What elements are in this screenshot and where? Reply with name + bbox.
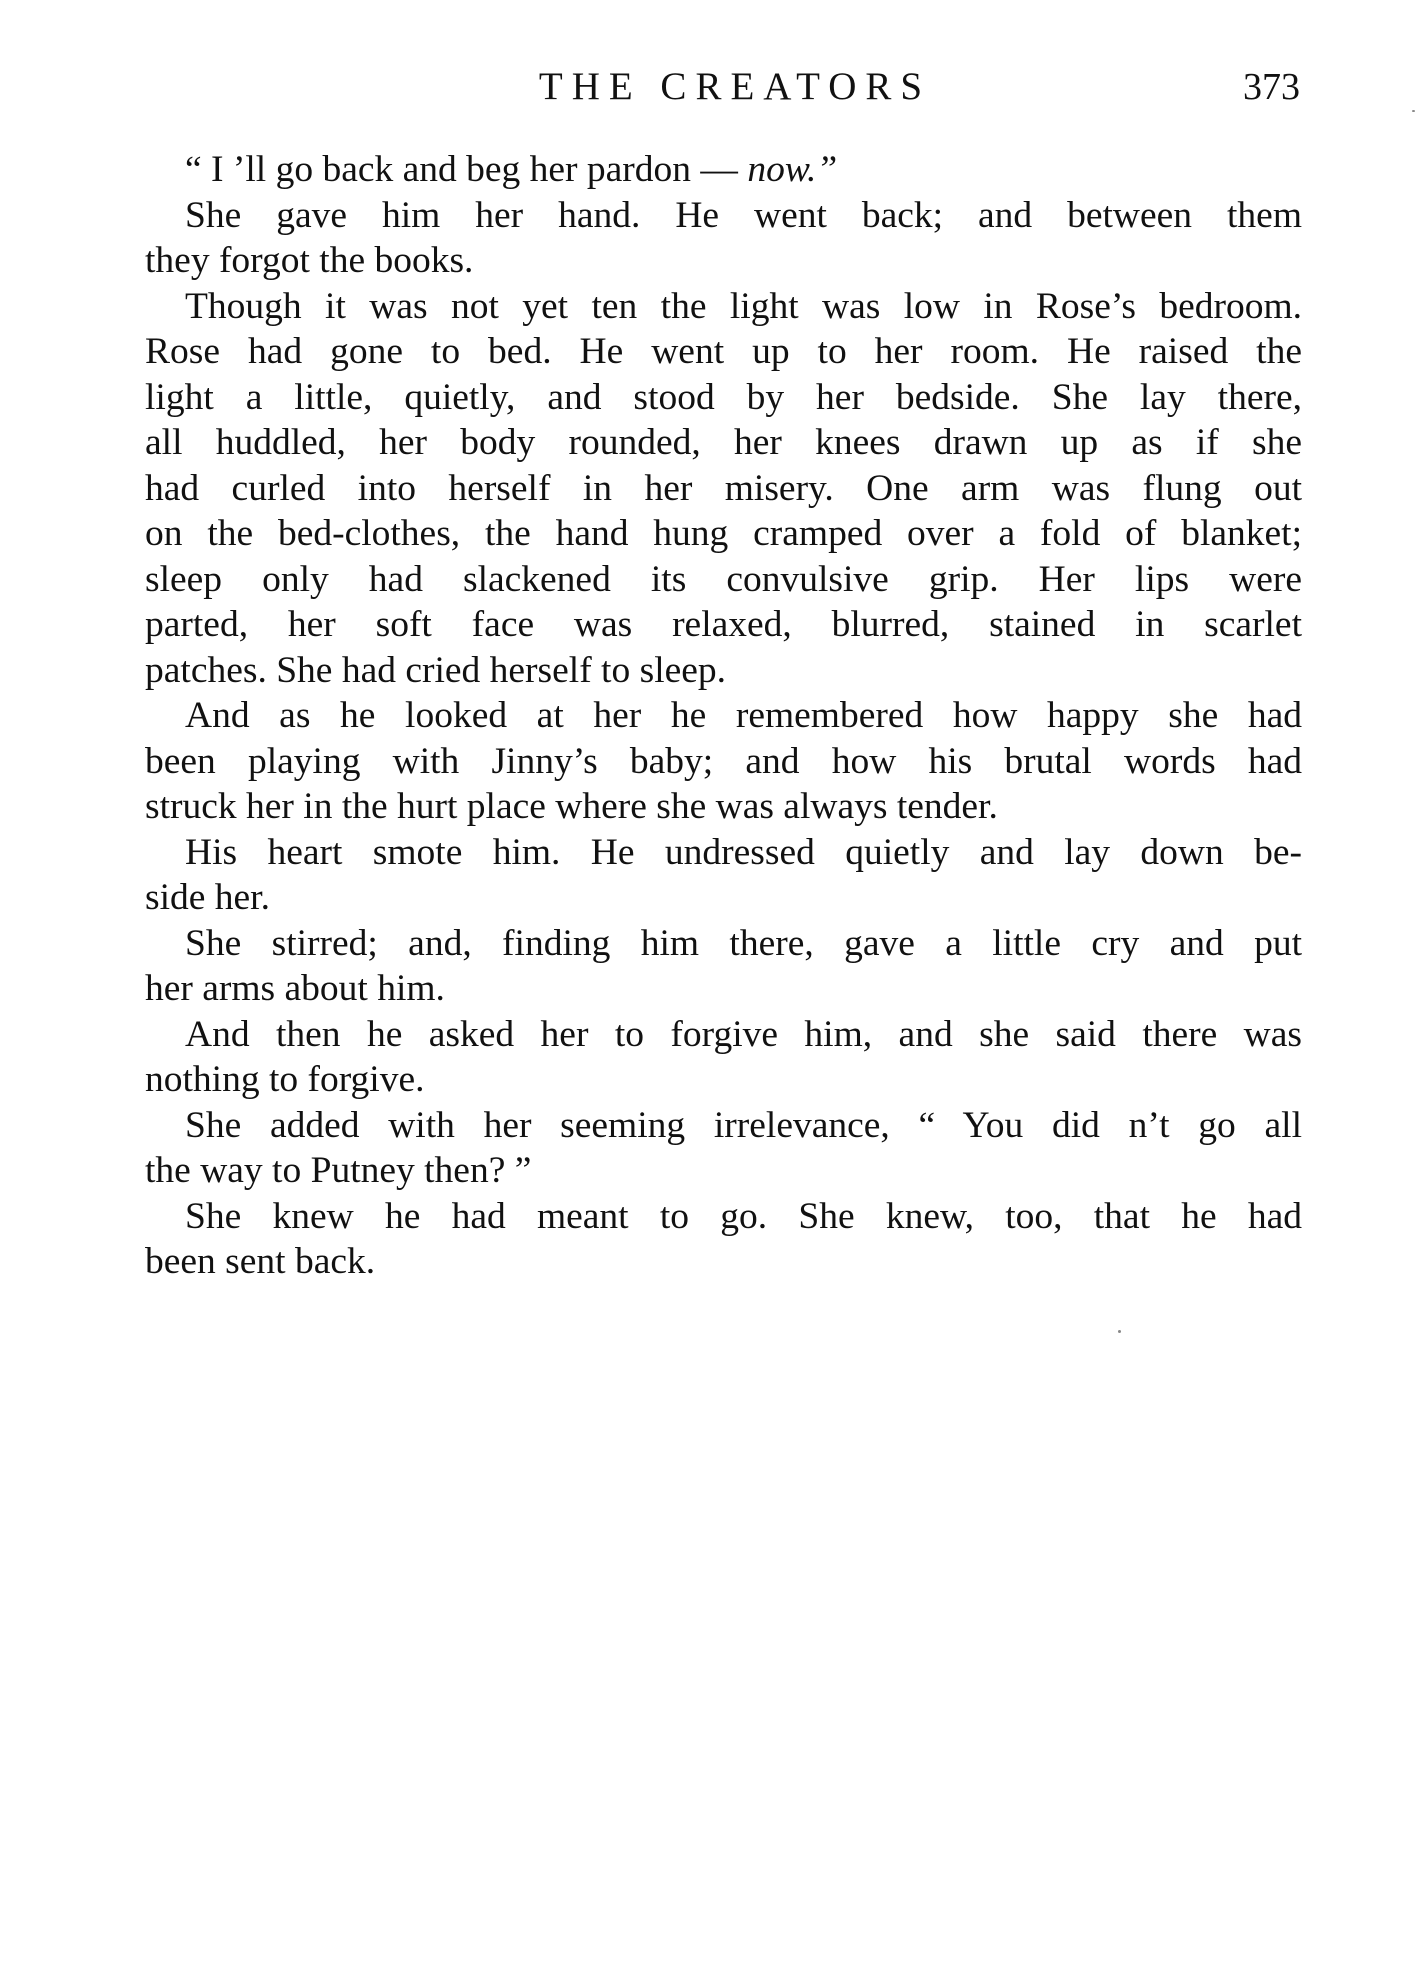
text-line: His heart smote him. He undressed quietly and lay down be- bbox=[185, 831, 1302, 873]
text-line: had curled into herself in her misery. One arm was flung out bbox=[145, 467, 1302, 509]
text-span: “ I ’ll go back and beg her pardon — bbox=[185, 149, 748, 190]
text-line: light a little, quietly, and stood by her bedside. She lay there, bbox=[145, 376, 1302, 418]
text-line: And as he looked at her he remembered how happy she had bbox=[185, 695, 1302, 736]
text-line bbox=[145, 147, 1302, 193]
running-title: THE CREATORS bbox=[538, 65, 932, 108]
running-head bbox=[170, 62, 1300, 112]
text-line: been playing with Jinny’s baby; and how his brutal words had bbox=[145, 740, 1302, 782]
paragraph bbox=[145, 830, 1302, 921]
text-line: her arms about him. bbox=[145, 968, 445, 1009]
text-line: they forgot the books. bbox=[145, 240, 474, 281]
text-line: She gave him her hand. He went back; and between them bbox=[185, 194, 1302, 236]
text-line: She added with her seeming irrelevance, “ You did n’t go all bbox=[185, 1104, 1302, 1146]
paragraph bbox=[145, 1103, 1302, 1194]
text-line: She stirred; and, finding him there, gave a little cry and put bbox=[185, 922, 1302, 964]
text-line: on the bed-clothes, the hand hung cramped over a fold of blanket; bbox=[145, 513, 1302, 554]
text-line: the way to Putney then? ” bbox=[145, 1150, 532, 1191]
paragraph bbox=[145, 1194, 1302, 1285]
text-line: Rose had gone to bed. He went up to her room. He raised the bbox=[145, 331, 1302, 372]
body-text bbox=[145, 147, 1302, 1285]
text-line: sleep only had slackened its convulsive grip. Her lips were bbox=[145, 558, 1302, 600]
paper-speck bbox=[1412, 110, 1415, 112]
text-line: all huddled, her body rounded, her knees drawn up as if she bbox=[145, 422, 1302, 463]
text-line: Though it was not yet ten the light was low in Rose’s bedroom. bbox=[185, 285, 1302, 327]
paragraph bbox=[145, 693, 1302, 830]
text-line: nothing to forgive. bbox=[145, 1059, 425, 1100]
paragraph bbox=[145, 147, 1302, 193]
paragraph bbox=[145, 193, 1302, 284]
text-line: side her. bbox=[145, 877, 270, 918]
paragraph bbox=[145, 1012, 1302, 1103]
paragraph bbox=[145, 284, 1302, 694]
text-line: She knew he had meant to go. She knew, too, that he had bbox=[185, 1195, 1302, 1237]
text-line: And then he asked her to forgive him, and she said there was bbox=[185, 1013, 1302, 1055]
text-line: been sent back. bbox=[145, 1241, 376, 1282]
text-line: struck her in the hurt place where she was always tender. bbox=[145, 786, 998, 827]
page-number: 373 bbox=[1243, 66, 1300, 108]
paragraph bbox=[145, 921, 1302, 1012]
text-line: parted, her soft face was relaxed, blurred, stained in scarlet bbox=[145, 604, 1302, 645]
emphasis-text: now.” bbox=[747, 149, 838, 190]
text-line: patches. She had cried herself to sleep. bbox=[145, 649, 727, 691]
paper-speck bbox=[1118, 1330, 1121, 1333]
